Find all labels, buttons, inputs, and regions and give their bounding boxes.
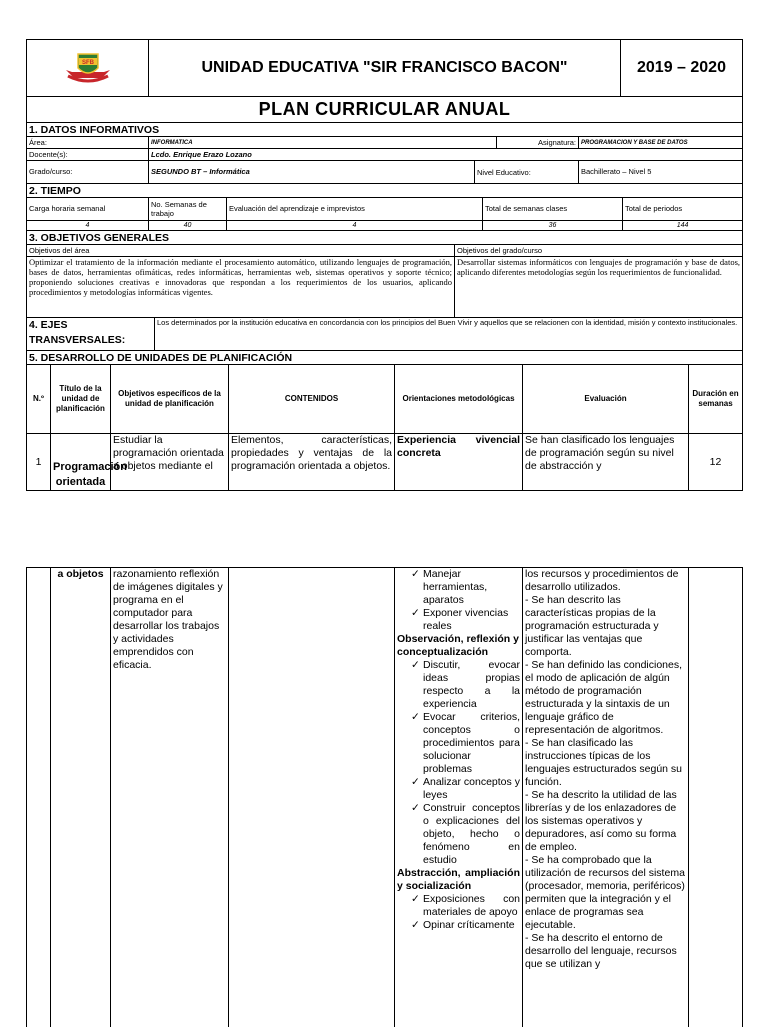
check-icon: ✓ (411, 919, 420, 932)
list-item: ✓ Exposiciones con materiales de apoyo (411, 893, 520, 919)
row-titulo: Programación orientada (51, 434, 111, 491)
list-item: ✓ Manejar herramientas, aparatos (411, 568, 520, 607)
semanas-label: No. Semanas de trabajo (149, 198, 227, 221)
check-icon: ✓ (411, 659, 420, 672)
page-1 (26, 39, 742, 491)
col-header-duracion: Duración en semanas (689, 365, 743, 434)
cont-objetivos: razonamiento reflexión de imágenes digitales y programa en el computador para desarrollar los trabajos y actividades emprendidos con eficacia. (111, 568, 229, 1027)
cont-contenidos (229, 568, 395, 1027)
asignatura-label: Asignatura: (497, 137, 579, 149)
nivel-label: Nivel Educativo: (475, 161, 579, 184)
total-periodos-label: Total de periodos (623, 198, 743, 221)
section-tiempo-title: 2. TIEMPO (27, 184, 743, 198)
desarrollo-continuation-table (26, 567, 743, 1027)
grado-value: SEGUNDO BT – Informática (149, 161, 475, 184)
section-ejes-title: 4. EJES TRANSVERSALES: (27, 318, 155, 351)
docente-label: Docente(s): (27, 149, 149, 161)
col-header-orientaciones: Orientaciones metodológicas (395, 365, 523, 434)
tiempo-table (26, 183, 743, 231)
check-icon: ✓ (411, 802, 420, 815)
col-header-titulo: Título de la unidad de planificación (51, 365, 111, 434)
objetivos-grado-text: Desarrollar sistemas informáticos con lenguajes de programación y base de datos, aplicando diferentes metodologías según los requerimientos de funcionalidad. (455, 257, 743, 318)
school-name: UNIDAD EDUCATIVA "SIR FRANCISCO BACON" (149, 40, 621, 97)
row-num: 1 (27, 434, 51, 491)
list-item: ✓ Construir conceptos o explicaciones del objeto, hecho o fenómeno en estudio (411, 802, 520, 867)
total-semanas-label: Total de semanas clases (483, 198, 623, 221)
list-item: ✓ Exponer vivencias reales (411, 607, 520, 633)
orient-heading-3: Abstracción, ampliación y socialización (397, 867, 520, 893)
cont-titulo: a objetos (51, 568, 111, 1027)
objetivos-area-label: Objetivos del área (27, 245, 455, 257)
total-periodos-value: 144 (623, 221, 743, 231)
nivel-value: Bachillerato – Nivel 5 (579, 161, 743, 184)
header-table (26, 39, 743, 123)
section-datos-title: 1. DATOS INFORMATIVOS (27, 123, 743, 137)
logo-cell (27, 40, 149, 97)
col-header-contenidos: CONTENIDOS (229, 365, 395, 434)
semanas-value: 40 (149, 221, 227, 231)
asignatura-value: PROGRAMACION Y BASE DE DATOS (579, 137, 743, 149)
cont-num (27, 568, 51, 1027)
desarrollo-table (26, 350, 743, 491)
check-icon: ✓ (411, 607, 420, 620)
check-icon: ✓ (411, 711, 420, 724)
row-duracion: 12 (689, 434, 743, 491)
row-evaluacion: Se han clasificado los lenguajes de programación según su nivel de abstracción y (523, 434, 689, 491)
objetivos-table (26, 230, 743, 318)
total-semanas-value: 36 (483, 221, 623, 231)
list-item: ✓ Opinar críticamente (411, 919, 520, 932)
cont-orientaciones (395, 568, 523, 1027)
cont-evaluacion: los recursos y procedimientos de desarrollo utilizados. - Se han descrito las características propias de la programación estructurada y justificar las ventajas que comporta. - Se han definido las condiciones, el modo de aplicación de algún método de programación estructurada y la sintaxis de un lenguaje gráfico de representación de algoritmos. - Se han clasificado las instrucciones típicas de los lenguajes estructurados según su función. - Se ha descrito la utilidad de las librerías y de los enlazadores de los sistemas operativos y depuradores, así como su forma de empleo. - Se ha comprobado que la utilización de recursos del sistema (procesador, memoria, periféricos) permiten que la integración y el enlace de programas sea ejecutable. - Se ha descrito el entorno de desarrollo del lenguaje, recursos que se utilizan y (523, 568, 689, 1027)
orient-list-1 (397, 568, 520, 633)
evaluacion-label: Evaluación del aprendizaje e imprevistos (227, 198, 483, 221)
col-header-objetivos: Objetivos específicos de la unidad de planificación (111, 365, 229, 434)
crest-text: SFB (82, 60, 95, 66)
list-item: ✓ Discutir, evocar ideas propias respecto a la experiencia (411, 659, 520, 711)
orient-heading-2: Observación, reflexión y conceptualización (397, 633, 520, 659)
row-contenidos: Elementos, características, propiedades y ventajas de la programación orientada a objetos. (229, 434, 395, 491)
grado-label: Grado/curso: (27, 161, 149, 184)
list-item: ✓ Analizar conceptos y leyes (411, 776, 520, 802)
area-value: INFORMATICA (149, 137, 497, 149)
cont-duracion (689, 568, 743, 1027)
page-2 (26, 567, 742, 1027)
check-icon: ✓ (411, 776, 420, 789)
table-row (27, 434, 743, 491)
carga-value: 4 (27, 221, 149, 231)
objetivos-grado-label: Objetivos del grado/curso (455, 245, 743, 257)
docente-value: Lcdo. Enrique Erazo Lozano (149, 149, 743, 161)
school-crest-icon (58, 48, 118, 88)
col-header-num: N.º (27, 365, 51, 434)
orient-list-2 (397, 659, 520, 867)
row-orientaciones: Experiencia vivencial concreta (395, 434, 523, 491)
ejes-text: Los determinados por la institución educativa en concordancia con los principios del Buen Vivir y aquellos que se relacionen con la identidad, misión y contexto institucionales. (155, 318, 743, 351)
evaluacion-value: 4 (227, 221, 483, 231)
list-item: ✓ Evocar criterios, conceptos o procedimientos para solucionar problemas (411, 711, 520, 776)
plan-title: PLAN CURRICULAR ANUAL (27, 97, 743, 123)
orient-list-3 (397, 893, 520, 932)
datos-informativos-table (26, 122, 743, 184)
section-objetivos-title: 3. OBJETIVOS GENERALES (27, 231, 743, 245)
section-desarrollo-title: 5. DESARROLLO DE UNIDADES DE PLANIFICACIÓN (27, 351, 743, 365)
school-year: 2019 – 2020 (621, 40, 743, 97)
row-objetivos: Estudiar la programación orientada a objetos mediante el (111, 434, 229, 491)
check-icon: ✓ (411, 893, 420, 906)
objetivos-area-text: Optimizar el tratamiento de la información mediante el procesamiento automático, utilizando lenguajes de programación, bases de datos, herramientas ofimáticas, redes informáticas, herramientas web, sistemas operativos y soporte técnico; proponiendo soluciones creativas e innovadoras que respondan a los requerimientos de los usuarios, aplicando procedimientos y metodologías informáticas vigentes. (27, 257, 455, 318)
carga-label: Carga horaria semanal (27, 198, 149, 221)
col-header-evaluacion: Evaluación (523, 365, 689, 434)
area-label: Área: (27, 137, 149, 149)
ejes-table (26, 317, 743, 351)
check-icon: ✓ (411, 568, 420, 581)
